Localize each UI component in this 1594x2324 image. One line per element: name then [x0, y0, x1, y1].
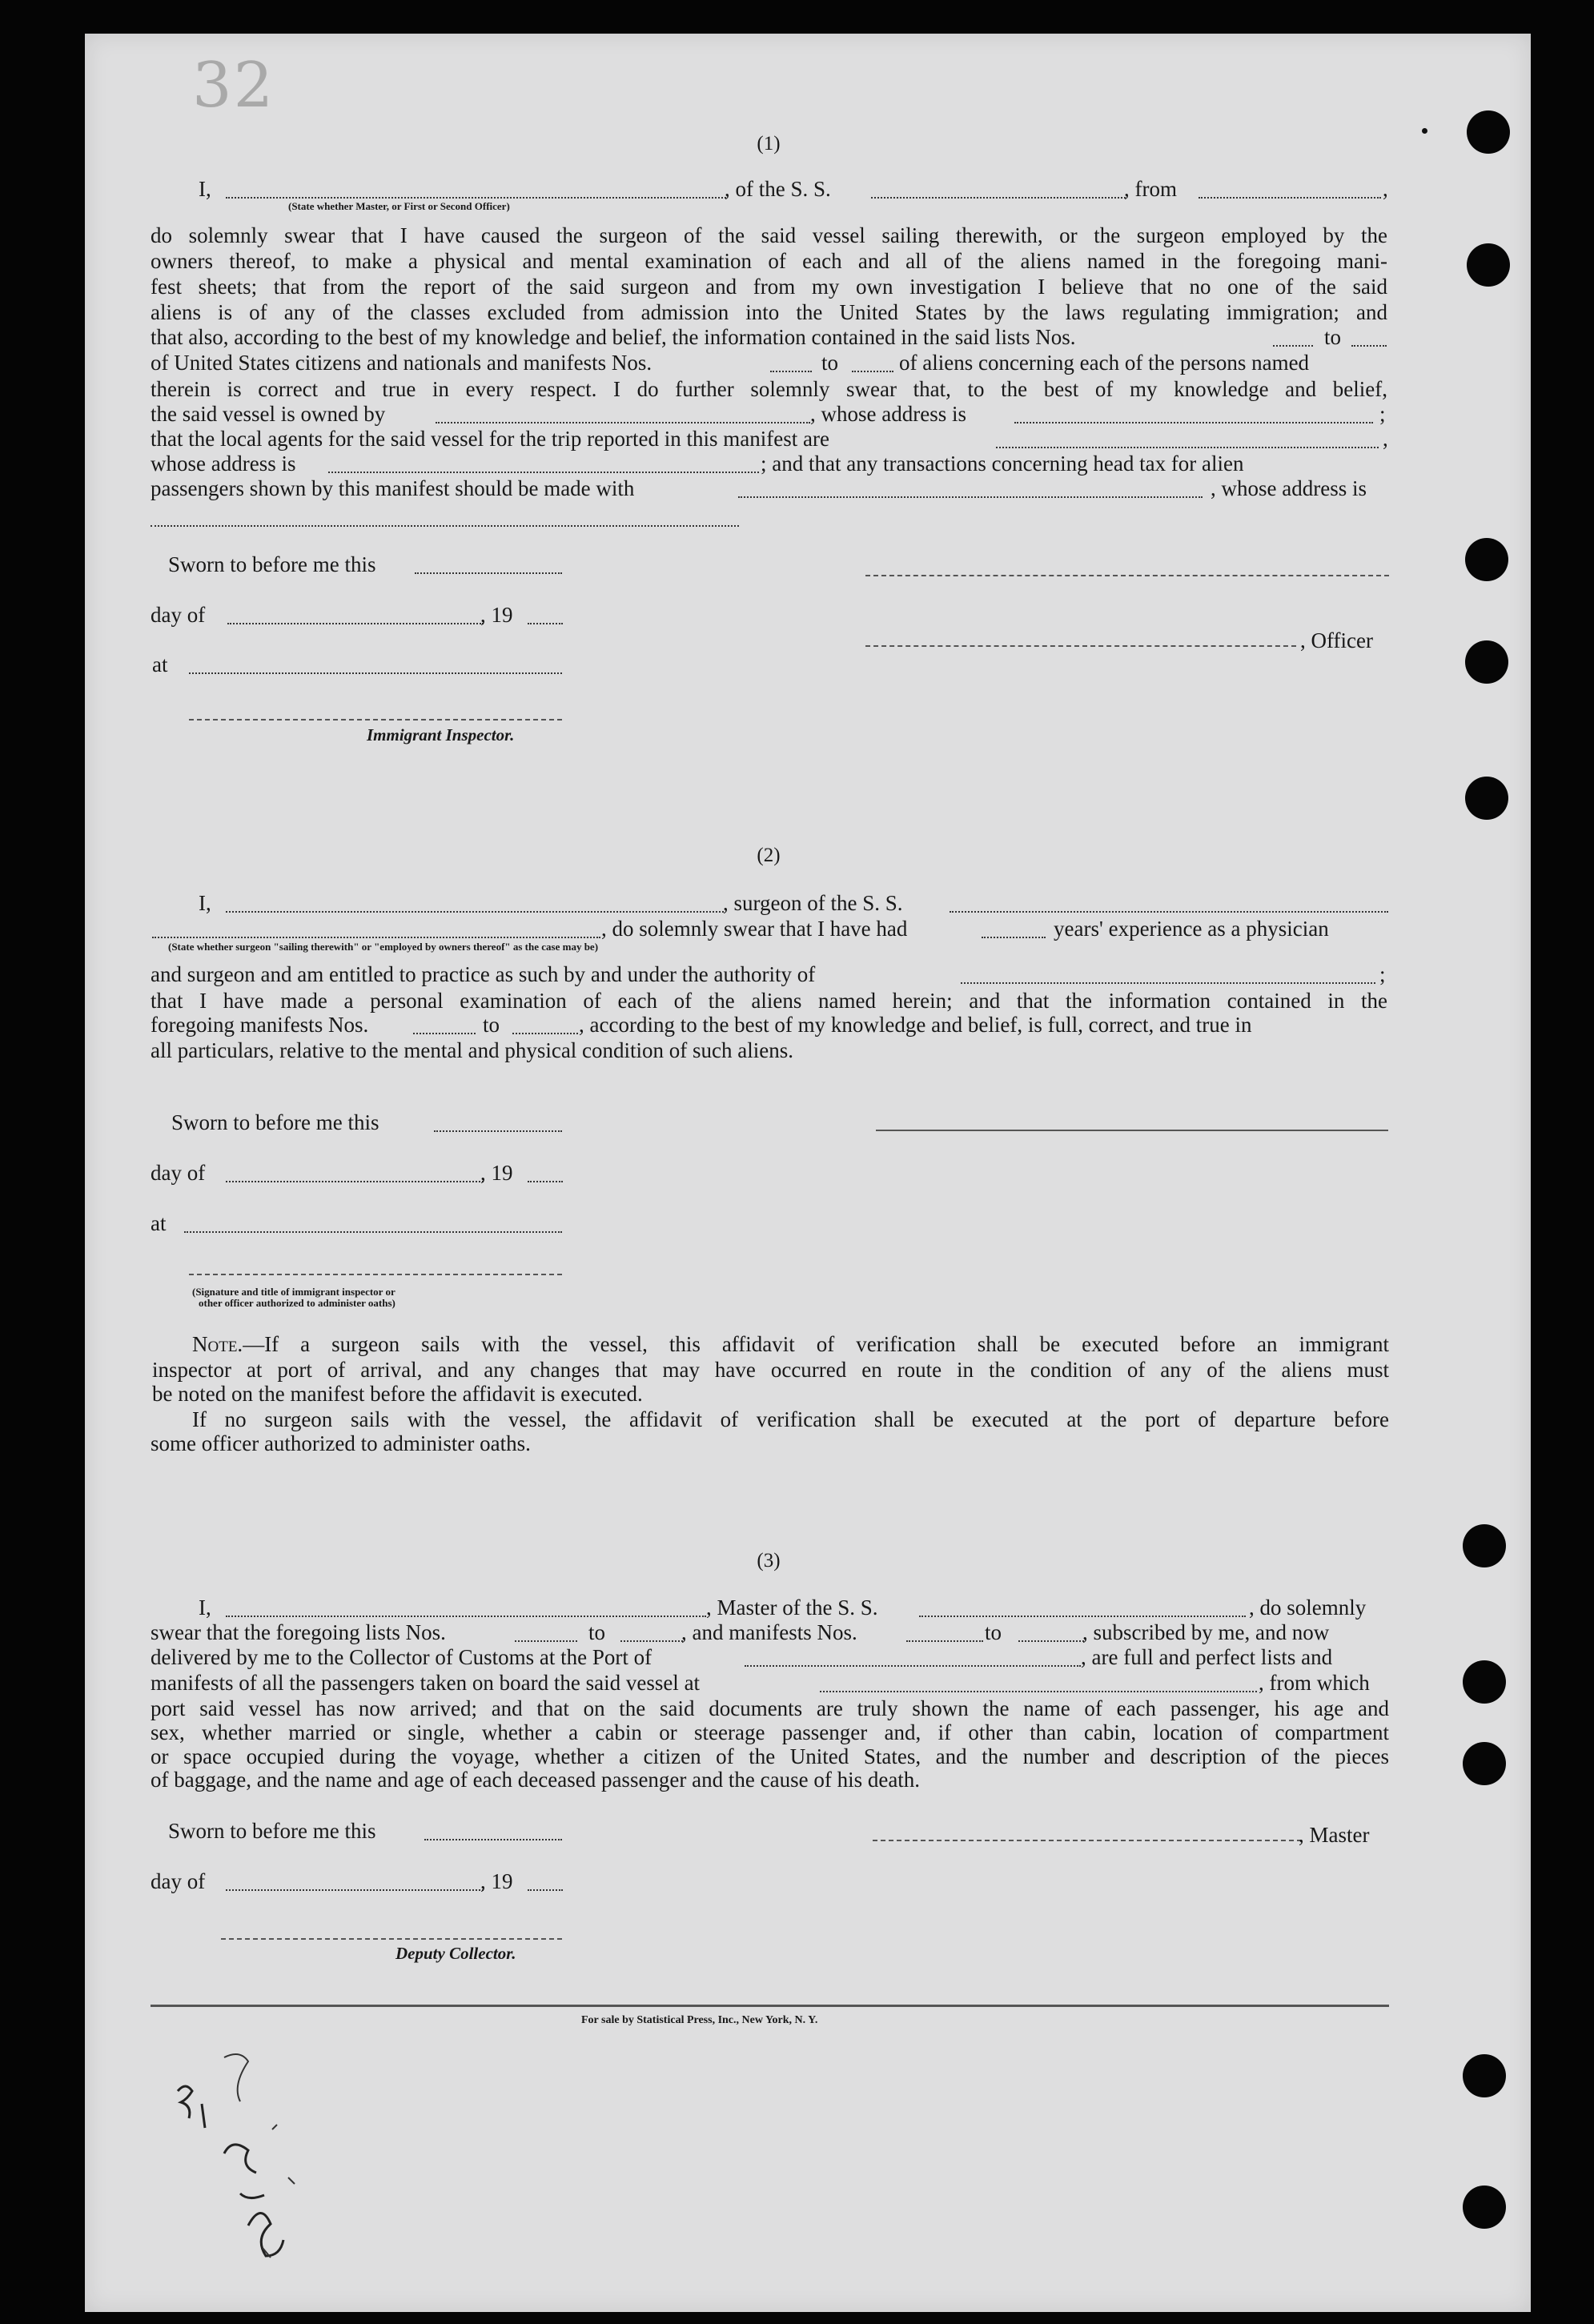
s3-manifests-from-field[interactable] — [906, 1624, 983, 1642]
s3-and-manifests: , and manifests Nos. — [681, 1620, 857, 1644]
binder-hole — [1463, 2054, 1506, 2097]
s1-text-line: fest sheets; that from the report of the said surgeon and from my own investigation I believe that no one of the said — [151, 275, 1387, 299]
s1-text-line: owners thereof, to make a physical and mental examination of each and all of the aliens named in the foregoing mani- — [151, 249, 1387, 273]
s1-at: at — [152, 652, 168, 676]
surgeon-name-field[interactable] — [226, 895, 724, 913]
s2-at: at — [151, 1211, 167, 1235]
binder-hole — [1463, 1742, 1506, 1785]
s2-foregoing-a: foregoing manifests Nos. — [151, 1013, 369, 1037]
s1-to: to — [821, 351, 839, 375]
from-port-field[interactable] — [1199, 181, 1381, 199]
s1-semicolon: ; — [1379, 402, 1386, 426]
binder-hole — [1467, 110, 1510, 154]
s2-authority: and surgeon and am entitled to practice as such by and under the authority of — [151, 962, 816, 986]
s2-manifests-to-field[interactable] — [512, 1017, 578, 1034]
s3-text-line: or space occupied during the voyage, whether a citizen of the United States, and the number and description of the pieces — [151, 1744, 1389, 1768]
head-tax-party-field[interactable] — [738, 480, 1203, 498]
s1-of-ss: , of the S. S. — [725, 177, 831, 201]
section-3-heading: (3) — [757, 1550, 781, 1571]
s1-text-line: that also, according to the best of my knowledge and belief, the information contained in the said lists Nos. — [151, 325, 1076, 349]
sig-note-line-1: (Signature and title of immigrant inspector or — [192, 1286, 395, 1298]
s3-day-field[interactable] — [226, 1873, 484, 1891]
s2-sworn: Sworn to before me this — [171, 1110, 379, 1134]
s3-deputy-signature-line[interactable] — [221, 1938, 562, 1940]
s1-i: I, — [199, 177, 211, 201]
s1-nineteen: , 19 — [480, 603, 513, 627]
s3-manifests-all: manifests of all the passengers taken on board the said vessel at — [151, 1671, 701, 1695]
s3-lists-to-field[interactable] — [620, 1624, 683, 1642]
printer-imprint: For sale by Statistical Press, Inc., New York, N. Y. — [581, 2014, 818, 2026]
note-label: Note. — [192, 1332, 243, 1356]
s2-semicolon: ; — [1379, 962, 1386, 986]
s3-text-line: sex, whether married or single, whether a cabin or steerage passenger and, if other than cabin, location of compartment — [151, 1720, 1389, 1744]
master-name-field[interactable] — [226, 1600, 706, 1617]
years-field[interactable] — [982, 921, 1046, 938]
s3-delivered: delivered by me to the Collector of Customs at the Port of — [151, 1645, 652, 1669]
s2-day-field[interactable] — [226, 1165, 484, 1182]
section-2-heading: (2) — [757, 845, 781, 866]
s3-year-field[interactable] — [528, 1873, 563, 1891]
s1-inspector-signature-line[interactable] — [189, 719, 562, 720]
authority-field[interactable] — [961, 966, 1375, 984]
s1-day-field[interactable] — [227, 607, 484, 624]
s2-at-field[interactable] — [184, 1215, 562, 1233]
lists-from-field[interactable] — [1273, 329, 1313, 347]
s1-passengers: passengers shown by this manifest should be made with — [151, 476, 635, 500]
s2-surgeon-signature-line[interactable] — [876, 1130, 1388, 1131]
vessel-name-field[interactable] — [871, 181, 1126, 199]
s2-particulars: all particulars, relative to the mental and physical condition of such aliens. — [151, 1038, 793, 1062]
s2-to: to — [483, 1013, 500, 1037]
s1-owned-by: the said vessel is owned by — [151, 402, 386, 426]
owner-address-field[interactable] — [1014, 406, 1373, 423]
s1-day-of: day of — [151, 603, 206, 627]
s3-from-which: , from which — [1259, 1671, 1370, 1695]
s1-officer: , Officer — [1300, 628, 1373, 652]
s2-do-solemnly: , do solemnly swear that I have had — [601, 917, 908, 941]
s1-whose-address3: , whose address is — [1211, 476, 1367, 500]
binder-hole — [1463, 1660, 1506, 1704]
s1-officer-title-line[interactable] — [865, 645, 1296, 647]
s3-nineteen: , 19 — [480, 1869, 513, 1893]
s3-text-line: port said vessel has now arrived; and that on the said documents are truly shown the name of each passenger, his age and — [151, 1696, 1389, 1720]
s2-manifests-from-field[interactable] — [413, 1017, 476, 1034]
s3-full-perfect: , are full and perfect lists and — [1081, 1645, 1333, 1669]
binder-hole — [1465, 640, 1508, 684]
s1-head-tax: ; and that any transactions concerning head tax for alien — [761, 452, 1244, 476]
s2-note-line-1 — [192, 1332, 1389, 1357]
s2-inspector-signature-line[interactable] — [189, 1274, 562, 1275]
s2-vessel-field[interactable] — [950, 895, 1388, 913]
s1-to: to — [1324, 325, 1342, 349]
s3-sworn: Sworn to before me this — [168, 1819, 376, 1843]
surgeon-type-field[interactable] — [152, 921, 600, 938]
binder-hole — [1463, 2186, 1506, 2229]
s2-surgeon-of: , surgeon of the S. S. — [723, 891, 903, 915]
s1-inspector-caption: Immigrant Inspector. — [367, 725, 515, 745]
s1-whose-address: , whose address is — [810, 402, 966, 426]
s3-vessel-field[interactable] — [919, 1600, 1246, 1617]
binder-hole — [1467, 243, 1510, 287]
manifests-to-field[interactable] — [852, 355, 893, 372]
s1-at-field[interactable] — [189, 656, 562, 674]
manifests-from-field[interactable] — [770, 355, 812, 372]
s1-sworn-date-field[interactable] — [415, 556, 562, 574]
s2-note-line-3: be noted on the manifest before the affidavit is executed. — [152, 1382, 643, 1406]
s2-sworn-date-field[interactable] — [434, 1114, 562, 1132]
s3-manifests-to-field[interactable] — [1018, 1624, 1084, 1642]
officer-name-field[interactable] — [226, 181, 726, 199]
small-mark — [1422, 128, 1427, 134]
binder-hole — [1463, 1524, 1506, 1567]
handwritten-marks — [128, 2033, 368, 2290]
embark-port-field[interactable] — [820, 1675, 1257, 1692]
s3-text-line: of baggage, and the name and age of each deceased passenger and the cause of his death. — [151, 1768, 921, 1792]
s1-text-line: aliens is of any of the classes excluded from admission into the United States by the laws regulating immigration; and — [151, 300, 1387, 324]
footer-rule — [151, 2005, 1389, 2007]
s3-day-of: day of — [151, 1869, 206, 1893]
s1-aliens-concerning: of aliens concerning each of the persons named — [899, 351, 1310, 375]
officer-rank-note: (State whether Master, or First or Second Officer) — [288, 200, 510, 212]
s1-year-field[interactable] — [528, 607, 563, 624]
s3-do-solemnly: , do solemnly — [1249, 1595, 1367, 1620]
s2-i: I, — [199, 891, 211, 915]
s3-sworn-date-field[interactable] — [424, 1823, 562, 1840]
s1-whose-address2: whose address is — [151, 452, 296, 476]
agents-address-field[interactable] — [328, 456, 759, 473]
s2-day-of: day of — [151, 1161, 206, 1185]
s2-note-line-5: some officer authorized to administer oaths. — [151, 1431, 531, 1455]
s1-officer-signature-line[interactable] — [865, 575, 1389, 576]
s1-sworn: Sworn to before me this — [168, 552, 376, 576]
s2-years: years' experience as a physician — [1054, 917, 1329, 941]
port-field[interactable] — [745, 1649, 1081, 1667]
s3-deputy-caption: Deputy Collector. — [395, 1944, 516, 1963]
s3-to2: to — [985, 1620, 1002, 1644]
s1-text-line: therein is correct and true in every respect. I do further solemnly swear that, to the best of my knowledge and belief, — [151, 377, 1387, 401]
s3-subscribed: , subscribed by me, and now — [1082, 1620, 1330, 1644]
s2-personal: that I have made a personal examination of each of the aliens named herein; and that the information contained in the — [151, 989, 1387, 1013]
s3-i: I, — [199, 1595, 211, 1620]
s1-local-agents: that the local agents for the said vessel for the trip reported in this manifest are — [151, 427, 829, 451]
s3-master-signature-line[interactable] — [873, 1840, 1302, 1841]
s2-nineteen: , 19 — [480, 1161, 513, 1185]
s3-master: , Master — [1299, 1823, 1370, 1847]
binder-hole — [1465, 538, 1508, 581]
s3-master-of: , Master of the S. S. — [706, 1595, 878, 1620]
s2-note-line-4: If no surgeon sails with the vessel, the affidavit of verification shall be executed at the port of departure before — [192, 1407, 1389, 1431]
owner-field[interactable] — [436, 406, 810, 423]
section-1-heading: (1) — [757, 133, 781, 155]
surgeon-type-note: (State whether surgeon "sailing therewith" or "employed by owners thereof" as the case may be) — [168, 941, 599, 953]
note-text: —If a surgeon sails with the vessel, this affidavit of verification shall be executed before an immigrant — [243, 1332, 1389, 1356]
s3-to: to — [588, 1620, 606, 1644]
s3-lists-from-field[interactable] — [515, 1624, 577, 1642]
lists-to-field[interactable] — [1351, 329, 1387, 347]
s2-year-field[interactable] — [528, 1165, 563, 1182]
s1-comma2: , — [1383, 427, 1388, 451]
head-tax-address-field[interactable] — [151, 509, 739, 527]
agents-field[interactable] — [996, 431, 1379, 448]
s1-comma: , — [1383, 177, 1388, 201]
s2-foregoing-b: , according to the best of my knowledge and belief, is full, correct, and true in — [579, 1013, 1252, 1037]
binder-hole — [1465, 777, 1508, 820]
s1-text-line: do solemnly swear that I have caused the surgeon of the said vessel sailing therewith, or the surgeon employed by the — [151, 223, 1387, 247]
s3-swear: swear that the foregoing lists Nos. — [151, 1620, 446, 1644]
s1-text-line: of United States citizens and nationals and manifests Nos. — [151, 351, 652, 375]
faint-page-number: 32 — [192, 50, 275, 122]
s1-from: , from — [1124, 177, 1177, 201]
s2-note-line-2: inspector at port of arrival, and any changes that may have occurred en route in the condition of any of the aliens must — [152, 1358, 1389, 1382]
sig-note-line-2: other officer authorized to administer oaths) — [199, 1297, 395, 1309]
